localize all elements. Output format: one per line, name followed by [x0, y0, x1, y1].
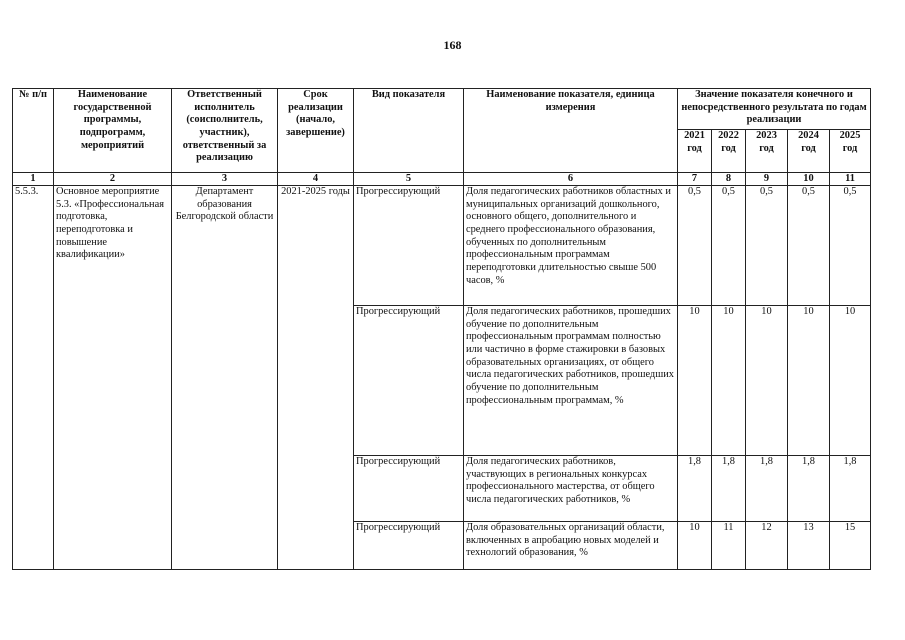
header-year: 2025 год [830, 130, 871, 173]
indicator-value: 10 [712, 306, 746, 456]
indicator-value: 12 [746, 522, 788, 570]
header-executor: Ответственный исполнитель (соисполнитель, участник), ответственный за реализацию [172, 89, 278, 173]
column-number: 7 [678, 173, 712, 186]
indicator-type: Прогрессирующий [354, 186, 464, 306]
header-values-group: Значение показателя конечного и непосредственного результата по годам реализации [678, 89, 871, 130]
indicator-value: 0,5 [678, 186, 712, 306]
indicator-type: Прогрессирующий [354, 306, 464, 456]
header-num: № п/п [13, 89, 54, 173]
column-number: 2 [54, 173, 172, 186]
indicator-value: 0,5 [830, 186, 871, 306]
indicator-value: 1,8 [788, 456, 830, 522]
indicator-value: 10 [678, 306, 712, 456]
indicator-name: Доля педагогических работников, участвующих в региональных конкурсах профессионального мастерства, от общего числа педагогических работников, % [464, 456, 678, 522]
row-period: 2021-2025 годы [278, 186, 354, 570]
indicator-value: 1,8 [678, 456, 712, 522]
indicator-name: Доля образовательных организаций области, включенных в апробацию новых моделей и технологий образования, % [464, 522, 678, 570]
row-number: 5.5.3. [13, 186, 54, 570]
indicator-value: 13 [788, 522, 830, 570]
indicator-value: 1,8 [746, 456, 788, 522]
column-number: 1 [13, 173, 54, 186]
row-program-name: Основное мероприятие 5.3. «Профессиональная подготовка, переподготовка и повышение квалификации» [54, 186, 172, 570]
indicator-value: 15 [830, 522, 871, 570]
indicators-table [12, 88, 871, 570]
indicator-value: 1,8 [712, 456, 746, 522]
indicator-value: 11 [712, 522, 746, 570]
indicator-value: 0,5 [746, 186, 788, 306]
header-program: Наименование государственной программы, подпрограмм, мероприятий [54, 89, 172, 173]
indicator-value: 10 [830, 306, 871, 456]
row-executor: Департамент образования Белгородской области [172, 186, 278, 570]
indicator-value: 0,5 [788, 186, 830, 306]
column-number: 11 [830, 173, 871, 186]
indicator-name: Доля педагогических работников областных и муниципальных организаций дошкольного, основного общего, дополнительного и среднего профессионального образования, обученных по дополнительным профессиональным программам переподготовки длительностью свыше 500 часов, % [464, 186, 678, 306]
header-year: 2024 год [788, 130, 830, 173]
indicator-value: 0,5 [712, 186, 746, 306]
column-number: 8 [712, 173, 746, 186]
column-number: 3 [172, 173, 278, 186]
header-period: Срок реализации (начало, завершение) [278, 89, 354, 173]
indicator-value: 10 [788, 306, 830, 456]
column-number: 10 [788, 173, 830, 186]
indicator-value: 1,8 [830, 456, 871, 522]
header-year: 2023 год [746, 130, 788, 173]
page-number: 168 [443, 38, 462, 52]
header-indicator-type: Вид показателя [354, 89, 464, 173]
indicator-type: Прогрессирующий [354, 456, 464, 522]
column-number: 4 [278, 173, 354, 186]
column-number: 9 [746, 173, 788, 186]
indicator-value: 10 [746, 306, 788, 456]
header-year: 2022 год [712, 130, 746, 173]
table-row [13, 186, 871, 306]
indicator-type: Прогрессирующий [354, 522, 464, 570]
indicator-value: 10 [678, 522, 712, 570]
column-number: 5 [354, 173, 464, 186]
header-indicator-name: Наименование показателя, единица измерения [464, 89, 678, 173]
header-year: 2021 год [678, 130, 712, 173]
indicator-name: Доля педагогических работников, прошедших обучение по дополнительным профессиональным программам полностью или частично в форме стажировки в базовых образовательных организациях, от общего числа педагогических работников, прошедших обучение по дополнительным профессиональным программам, % [464, 306, 678, 456]
column-number: 6 [464, 173, 678, 186]
